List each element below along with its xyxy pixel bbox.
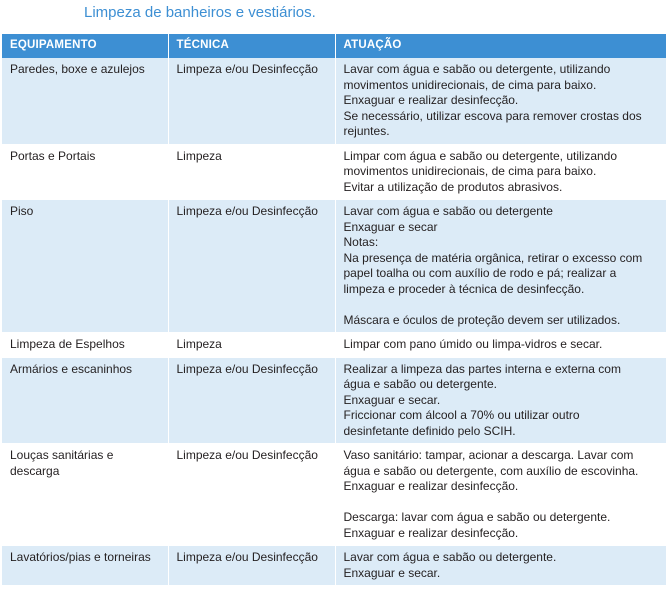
atuacao-line: Enxaguar e secar. (343, 392, 441, 407)
cell-tecnica: Limpeza e/ou Desinfecção (168, 546, 335, 586)
table-row (2, 444, 666, 546)
cell-tecnica: Limpeza (168, 144, 335, 200)
header-tecnica: TÉCNICA (168, 34, 335, 58)
cell-equipamento: Lavatórios/pias e torneiras (2, 546, 168, 586)
atuacao-line: Enxaguar e realizar desinfecção. (343, 479, 519, 493)
cell-equipamento: Limpeza de Espelhos (2, 333, 168, 358)
atuacao-line: Friccionar com álcool a 70% ou utilizar outro (343, 408, 580, 422)
atuacao-line: Máscara e óculos de proteção devem ser utilizados. (343, 312, 621, 327)
atuacao-line: Enxaguar e secar (343, 219, 438, 234)
cell-tecnica: Limpeza e/ou Desinfecção (168, 444, 335, 546)
table-title: Limpeza de banheiros e vestiários. (84, 4, 316, 21)
blank-line (344, 297, 659, 313)
atuacao-line: movimentos unidirecionais, de cima para baixo. (343, 164, 597, 178)
atuacao-line: desinfetante definido pelo SCIH. (343, 423, 516, 438)
atuacao-line: Realizar a limpeza das partes interna e externa com (343, 361, 621, 376)
atuacao-line: Lavar com água e sabão ou detergente, utilizando (343, 62, 611, 76)
atuacao-line: Evitar a utilização de produtos abrasivos. (343, 179, 563, 194)
table-header (2, 34, 666, 58)
cell-tecnica: Limpeza e/ou Desinfecção (168, 200, 335, 333)
atuacao-line: rejuntes. (343, 124, 390, 138)
atuacao-line: movimentos unidirecionais, de cima para baixo. (343, 77, 597, 92)
cell-tecnica: Limpeza (168, 333, 335, 358)
atuacao-line: Enxaguar e realizar desinfecção. (343, 525, 519, 540)
cell-atuacao (335, 444, 666, 546)
cell-atuacao (335, 546, 666, 586)
cell-atuacao (335, 333, 666, 358)
atuacao-line: Descarga: lavar com água e sabão ou detergente. (343, 510, 611, 524)
atuacao-line: Vaso sanitário: tampar, acionar a descarga. Lavar com (343, 448, 634, 462)
table-row (2, 546, 666, 586)
atuacao-line: água e sabão ou detergente. (343, 377, 497, 391)
atuacao-line: limpeza e proceder à técnica de desinfecção. (343, 281, 585, 296)
table-row (2, 58, 666, 144)
atuacao-line: Lavar com água e sabão ou detergente. (343, 550, 557, 564)
cleaning-table (2, 34, 666, 586)
cell-atuacao (335, 58, 666, 144)
cell-tecnica: Limpeza e/ou Desinfecção (168, 357, 335, 444)
table-row (2, 357, 666, 444)
atuacao-line: Lavar com água e sabão ou detergente (343, 204, 553, 218)
atuacao-line: Se necessário, utilizar escova para remover crostas dos (343, 108, 642, 123)
header-row (2, 34, 666, 58)
blank-line (344, 495, 659, 511)
cell-atuacao (335, 357, 666, 444)
atuacao-line: papel toalha ou com auxílio de rodo e pá; realizar a (343, 266, 617, 280)
atuacao-line: Na presença de matéria orgânica, retirar o excesso com (343, 250, 643, 265)
cell-atuacao (335, 144, 666, 200)
table-body (2, 58, 666, 586)
table-row (2, 144, 666, 200)
header-atuacao: ATUAÇÃO (335, 34, 666, 58)
cell-equipamento: Louças sanitárias e descarga (2, 444, 168, 546)
atuacao-line: Notas: (343, 235, 379, 249)
table-row (2, 333, 666, 358)
cell-equipamento: Armários e escaninhos (2, 357, 168, 444)
cell-equipamento: Portas e Portais (2, 144, 168, 200)
cell-tecnica: Limpeza e/ou Desinfecção (168, 58, 335, 144)
cell-equipamento: Paredes, boxe e azulejos (2, 58, 168, 144)
atuacao-line: Enxaguar e secar. (343, 565, 441, 580)
header-equipamento: EQUIPAMENTO (2, 34, 168, 58)
cell-atuacao (335, 200, 666, 333)
table-row (2, 200, 666, 333)
cell-equipamento: Piso (2, 200, 168, 333)
atuacao-line: Limpar com pano úmido ou limpa-vidros e secar. (343, 337, 603, 351)
atuacao-line: água e sabão ou detergente, com auxílio de escovinha. (343, 463, 639, 478)
atuacao-line: Limpar com água e sabão ou detergente, utilizando (343, 148, 618, 163)
atuacao-line: Enxaguar e realizar desinfecção. (343, 93, 519, 107)
